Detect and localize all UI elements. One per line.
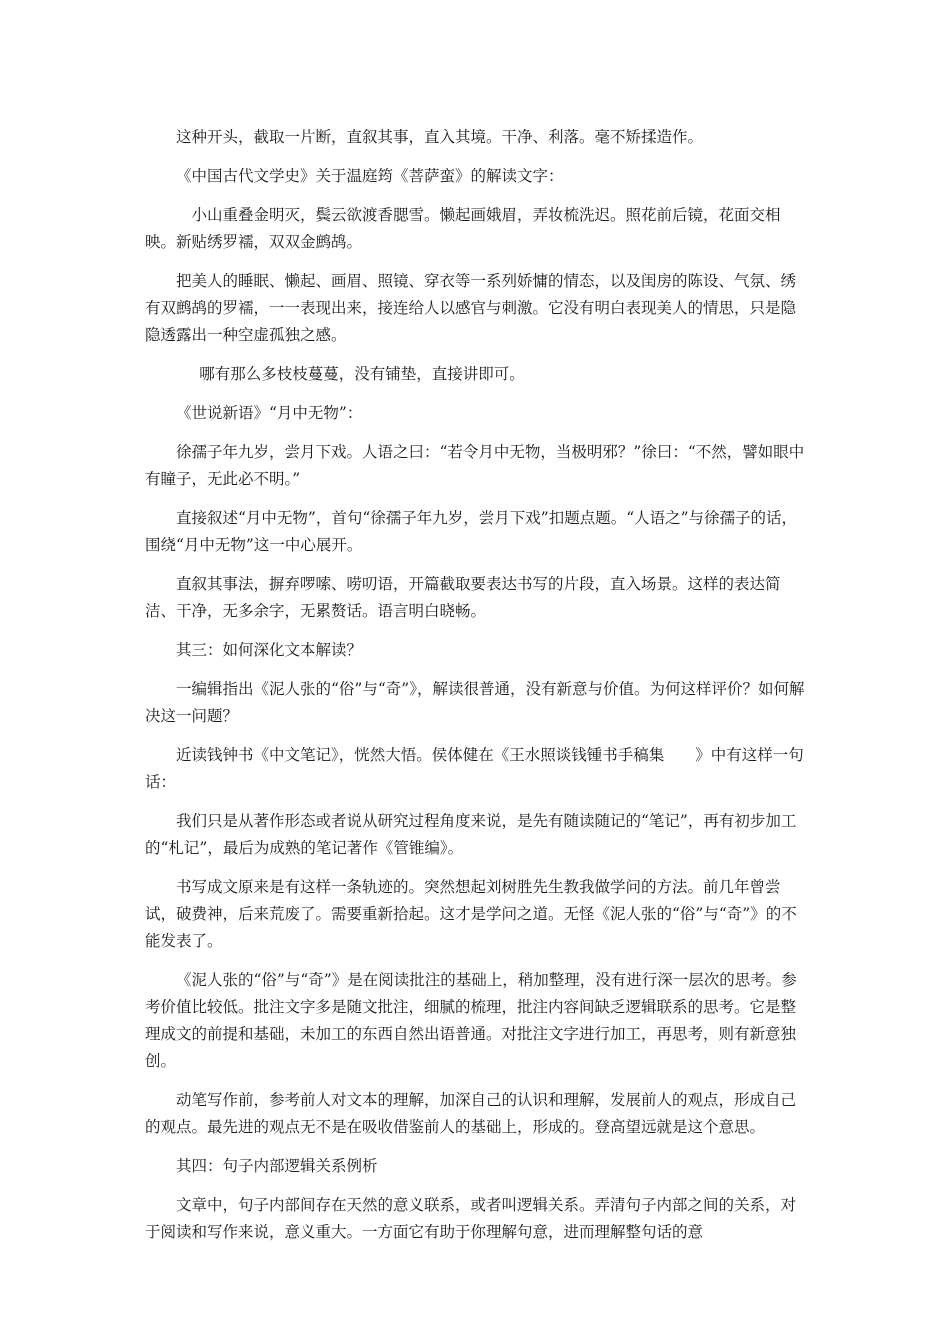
paragraph: 直叙其事法，摒弃啰嗦、唠叨语，开篇截取要表达书写的片段，直入场景。这样的表达简洁、干净，无多余字，无累赘话。语言明白晓畅。: [145, 575, 781, 620]
poem-quote: 小山重叠金明灭，鬓云欲渡香腮雪。懒起画娥眉，弄妆梳洗迟。照花前后镜，花面交相映。新贴绣罗襦，双双金鹧鸪。: [145, 206, 781, 251]
paragraph: 《中国古代文学史》关于温庭筠《菩萨蛮》的解读文字：: [176, 167, 564, 185]
paragraph: 书写成文原来是有这样一条轨迹的。突然想起刘树胜先生教我做学问的方法。前几年曾尝试，破费神，后来荒废了。需要重新拾起。这才是学问之道。无怪《泥人张的“俗”与“奇”》的不能发表了。: [145, 878, 797, 950]
paragraph: 近读钱钟书《中文笔记》，恍然大悟。侯体健在《王水照谈钱锺书手稿集 》中有这样一句话：: [145, 746, 804, 791]
paragraph: 把美人的睡眠、懒起、画眉、照镜、穿衣等一系列娇慵的情态，以及闺房的陈设、气氛、绣有双鹧鸪的罗襦，一一表现出来，接连给人以感官与刺激。它没有明白表现美人的情思，只是隐隐透露出一种空虚孤独之感。: [145, 272, 797, 344]
quote-paragraph: 徐孺子年九岁，尝月下戏。人语之曰：“若令月中无物，当极明邪？”徐曰：“不然，譬如眼中有瞳子，无此必不明。”: [145, 443, 805, 488]
paragraph: 动笔写作前，参考前人对文本的理解，加深自己的认识和理解，发展前人的观点，形成自己的观点。最先进的观点无不是在吸收借鉴前人的基础上，形成的。登高望远就是这个意思。: [145, 1091, 797, 1136]
paragraph: 直接叙述“月中无物”，首句“徐孺子年九岁，尝月下戏”扣题点题。“人语之”与徐孺子的话，围绕“月中无物”这一中心展开。: [145, 509, 798, 554]
quote-paragraph: 我们只是从著作形态或者说从研究过程角度来说，是先有随读随记的“笔记”，再有初步加工的“札记”，最后为成熟的笔记著作《管锥编》。: [145, 812, 797, 857]
section-heading: 其四：句子内部逻辑关系例析: [176, 1157, 378, 1175]
paragraph: 《世说新语》“月中无物”：: [176, 404, 363, 422]
paragraph: 《泥人张的“俗”与“奇”》是在阅读批注的基础上，稍加整理，没有进行深一层次的思考。参考价值比较低。批注文字多是随文批注，细腻的梳理，批注内容间缺乏逻辑联系的思考。它是整理成文的前提和基础，未加工的东西自然出语普通。对批注文字进行加工，再思考，则有新意独创。: [145, 971, 797, 1070]
paragraph: 这种开头，截取一片断，直叙其事，直入其境。干净、利落。毫不矫揉造作。: [176, 128, 704, 146]
paragraph: 文章中，句子内部间存在天然的意义联系，或者叫逻辑关系。弄清句子内部之间的关系，对于阅读和写作来说，意义重大。一方面它有助于你理解句意，进而理解整句话的意: [145, 1196, 797, 1241]
paragraph: 哪有那么多枝枝蔓蔓，没有铺垫，直接讲即可。: [199, 365, 525, 383]
paragraph: 一编辑指出《泥人张的“俗”与“奇”》，解读很普通，没有新意与价值。为何这样评价？如何解决这一问题？: [145, 680, 805, 725]
section-heading: 其三：如何深化文本解读？: [176, 641, 363, 659]
document-body: [145, 124, 810, 1258]
